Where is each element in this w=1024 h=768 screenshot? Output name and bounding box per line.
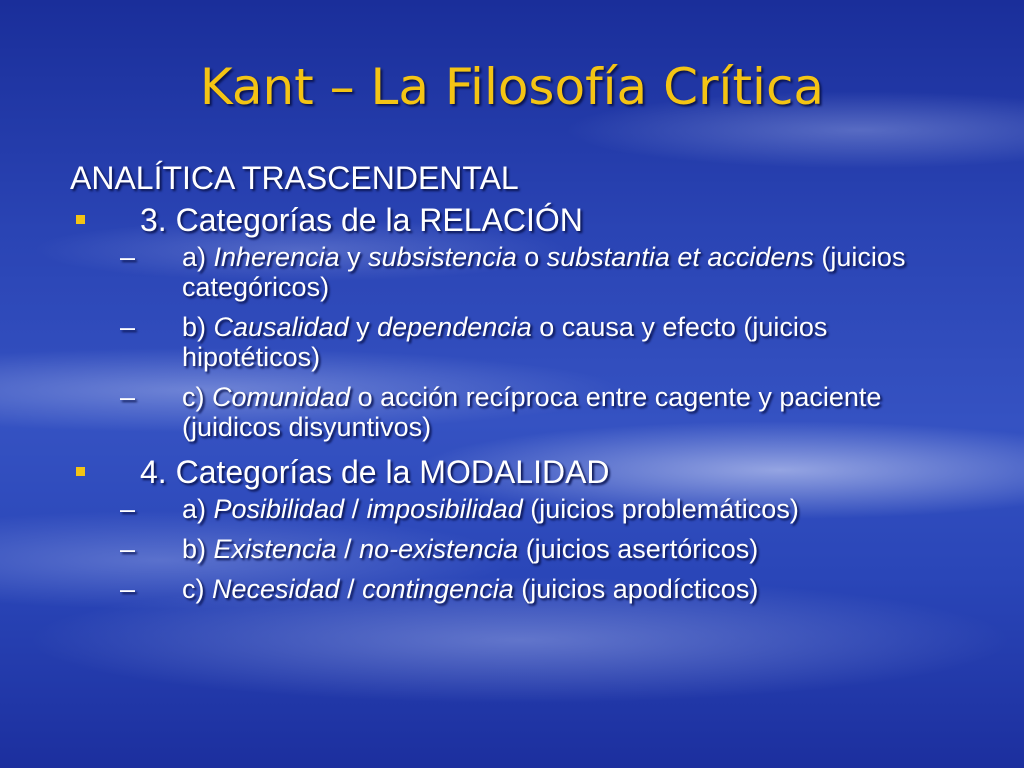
dash-marker: – bbox=[120, 312, 136, 342]
dash-marker: – bbox=[120, 534, 136, 564]
item-prefix: a) bbox=[182, 242, 214, 272]
list-item bbox=[70, 242, 970, 302]
item-term: substantia et accidens bbox=[546, 242, 814, 272]
list-item bbox=[70, 534, 970, 564]
dash-marker: – bbox=[120, 494, 136, 524]
category-label: 4. Categorías de la MODALIDAD bbox=[140, 454, 610, 490]
list-item bbox=[70, 382, 970, 442]
slide-body bbox=[70, 158, 970, 614]
item-prefix: c) bbox=[182, 382, 212, 412]
item-prefix: b) bbox=[182, 534, 214, 564]
item-term: no-existencia bbox=[359, 534, 519, 564]
list-item bbox=[70, 494, 970, 524]
square-bullet-icon bbox=[76, 215, 85, 224]
item-rest: o causa y efecto (juicios hipotéticos) bbox=[182, 312, 828, 372]
dash-marker: – bbox=[120, 574, 136, 604]
dash-marker: – bbox=[120, 242, 136, 272]
item-prefix: c) bbox=[182, 574, 212, 604]
item-term: Necesidad bbox=[212, 574, 340, 604]
section-heading: ANALÍTICA TRASCENDENTAL bbox=[70, 160, 519, 196]
list-item bbox=[70, 312, 970, 372]
square-bullet-icon bbox=[76, 467, 85, 476]
item-separator: y bbox=[348, 312, 378, 342]
category-relation bbox=[70, 200, 970, 240]
item-separator: / bbox=[344, 494, 367, 524]
item-separator: y bbox=[339, 242, 369, 272]
item-rest: (juicios asertóricos) bbox=[518, 534, 759, 564]
item-term: contingencia bbox=[362, 574, 514, 604]
item-prefix: b) bbox=[182, 312, 214, 342]
item-term: dependencia bbox=[377, 312, 532, 342]
item-term: Posibilidad bbox=[213, 494, 345, 524]
item-rest: (juicios categóricos) bbox=[182, 242, 906, 302]
item-term: subsistencia bbox=[368, 242, 517, 272]
slide-title: Kant – La Filosofía Crítica bbox=[199, 58, 825, 116]
category-label: 3. Categorías de la RELACIÓN bbox=[140, 202, 583, 238]
item-separator: / bbox=[339, 574, 363, 604]
item-term: Inherencia bbox=[213, 242, 340, 272]
item-term: Existencia bbox=[213, 534, 337, 564]
item-rest: o acción recíproca entre cagente y paciente (juidicos disyuntivos) bbox=[182, 382, 882, 442]
list-item bbox=[70, 574, 970, 604]
item-rest: (juicios problemáticos) bbox=[522, 494, 799, 524]
item-separator: o bbox=[516, 242, 547, 272]
item-term: Comunidad bbox=[212, 382, 351, 412]
item-term: Causalidad bbox=[213, 312, 349, 342]
item-prefix: a) bbox=[182, 494, 214, 524]
item-rest: (juicios apodícticos) bbox=[513, 574, 759, 604]
item-term: imposibilidad bbox=[366, 494, 523, 524]
dash-marker: – bbox=[120, 382, 136, 412]
item-separator: / bbox=[336, 534, 360, 564]
category-modality bbox=[70, 452, 970, 492]
